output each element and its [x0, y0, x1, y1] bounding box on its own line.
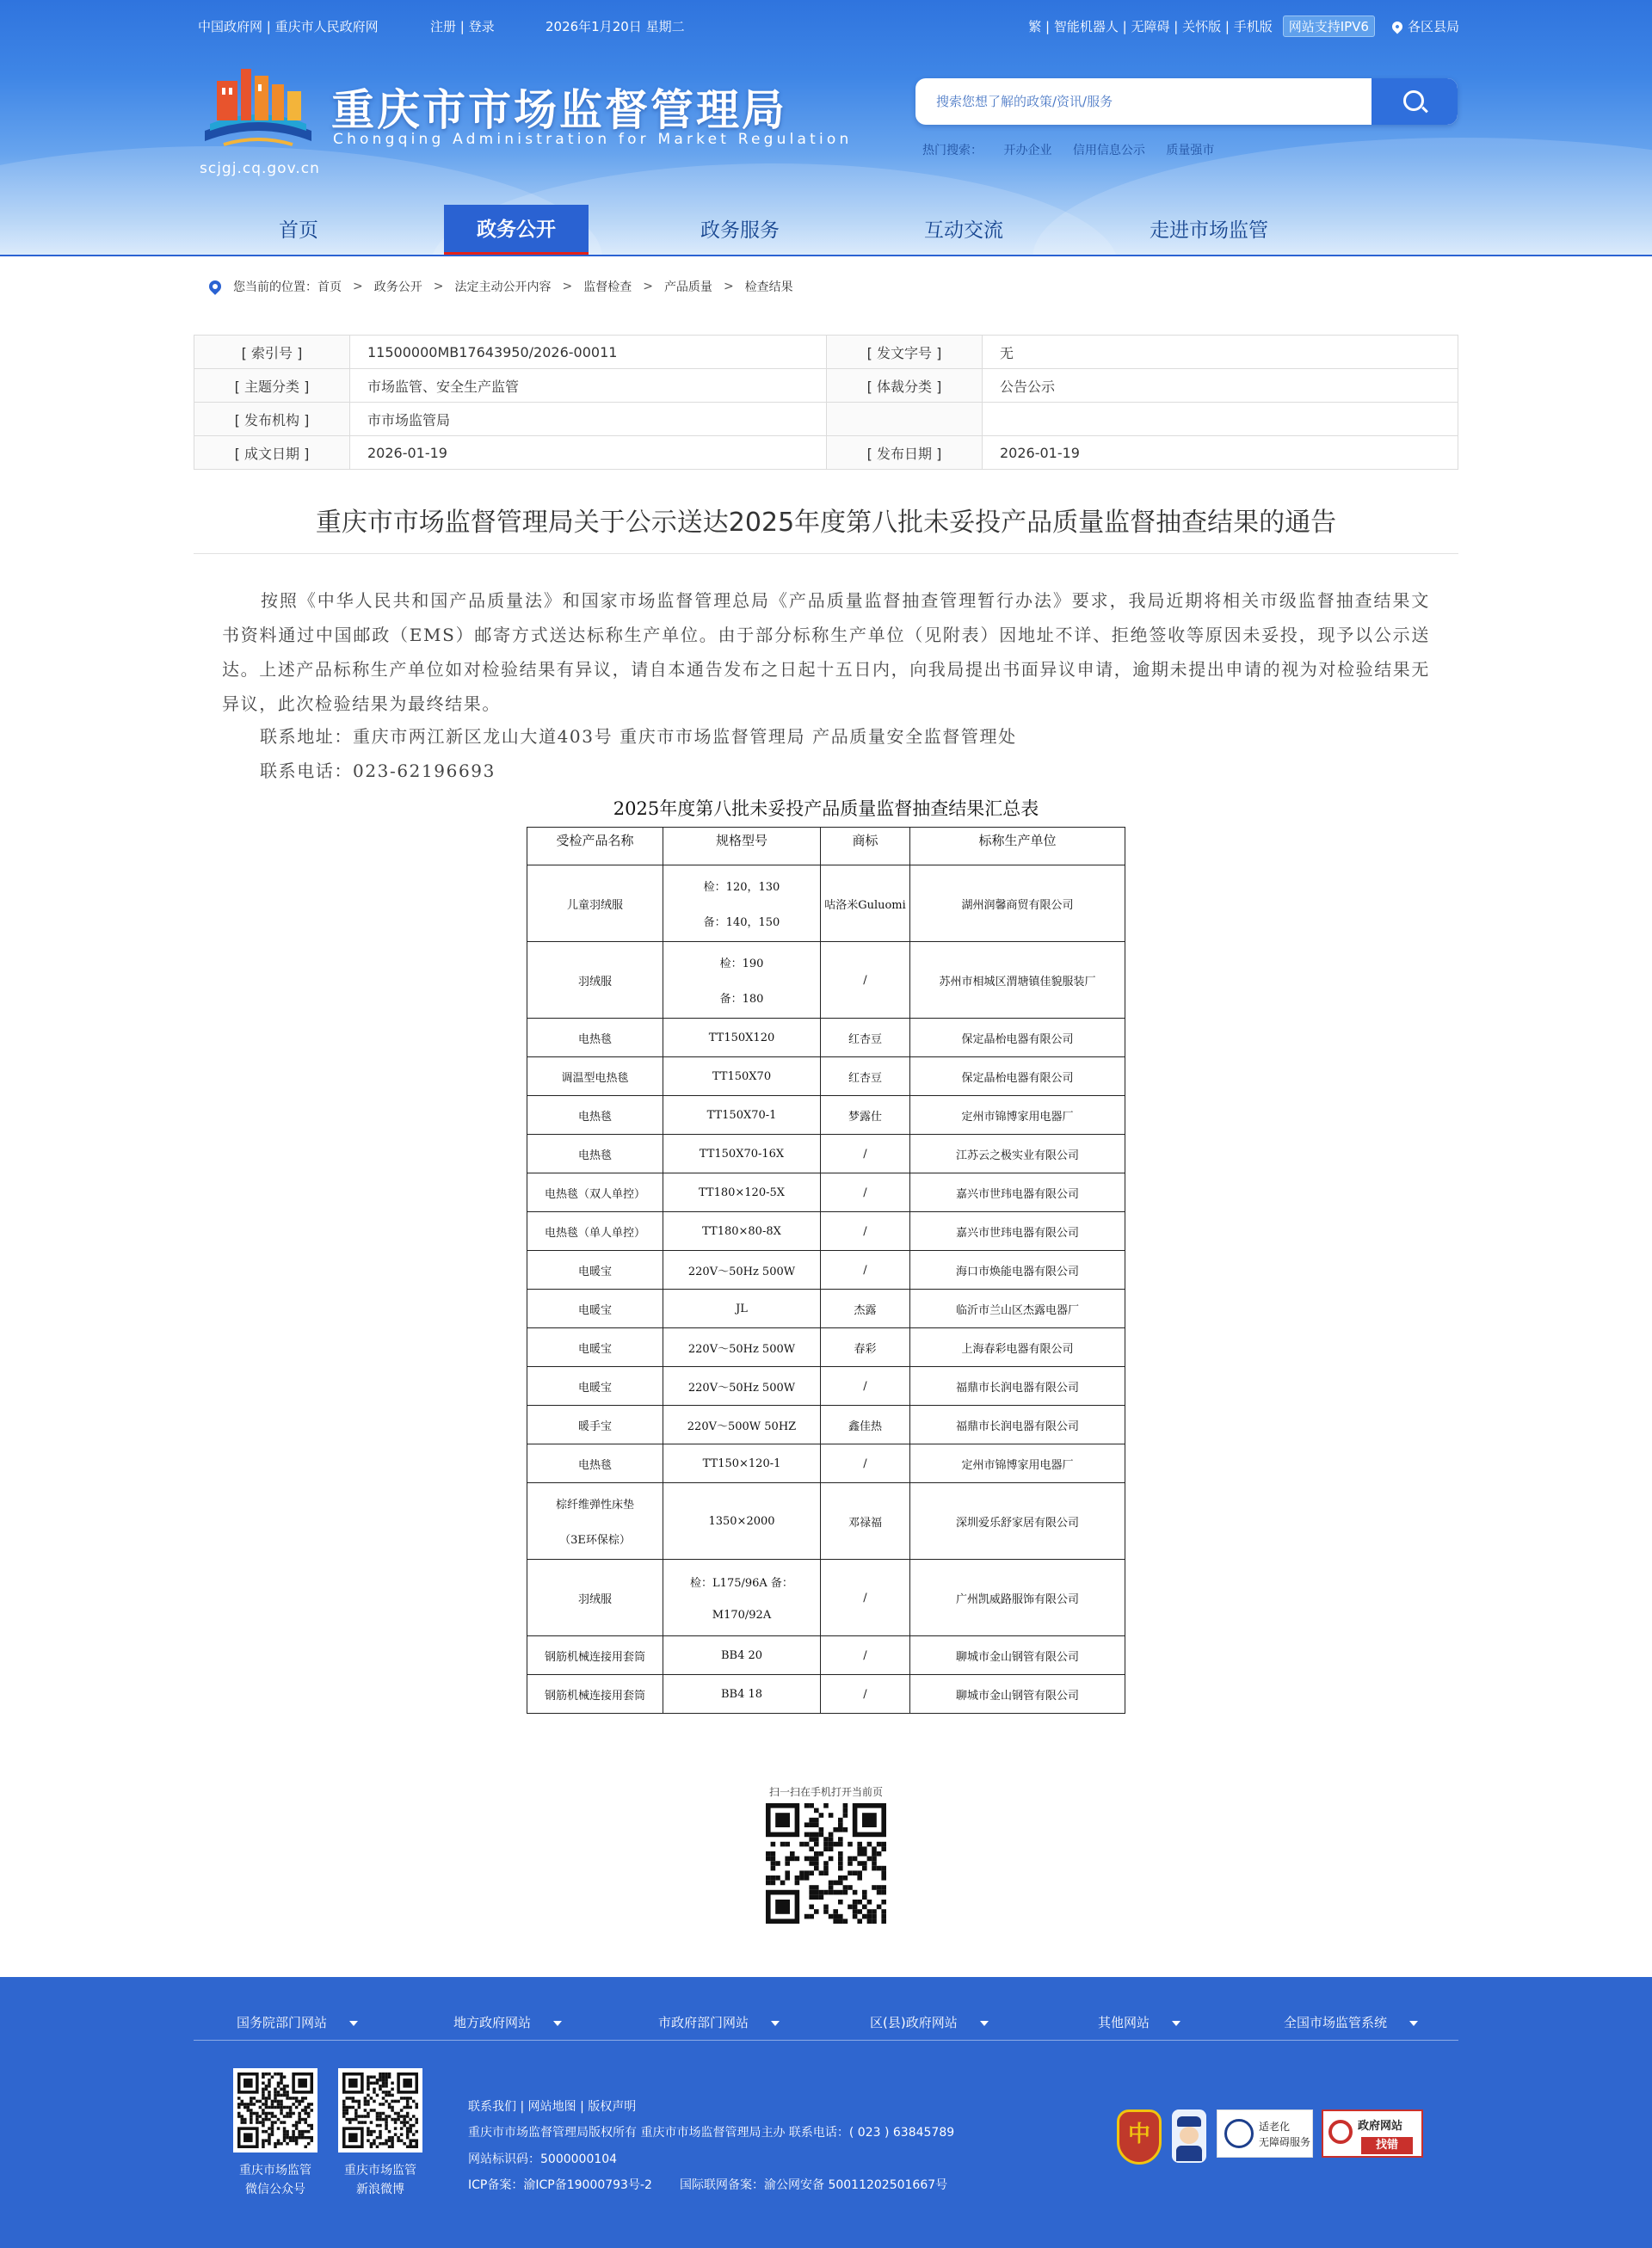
- mobile-link[interactable]: 手机版: [1233, 19, 1273, 34]
- result-cell: TT150X120: [663, 1019, 821, 1057]
- result-cell: 220V～500W 50HZ: [663, 1406, 821, 1444]
- result-cell: 鑫佳热: [821, 1406, 910, 1444]
- register-link[interactable]: 注册: [430, 19, 457, 34]
- result-cell: 棕纤维弹性床垫 （3E环保棕）: [527, 1483, 663, 1560]
- result-row: [527, 1057, 1125, 1096]
- hot-search-label: 热门搜索：: [922, 144, 983, 157]
- result-cell: 红杏豆: [821, 1019, 910, 1057]
- wheelchair-icon: [1224, 2119, 1254, 2148]
- meta-key: [ 发文字号 ]: [827, 336, 983, 369]
- result-row: [527, 1483, 1125, 1560]
- result-cell: TT180×80-8X: [663, 1212, 821, 1251]
- result-cell: 电热毯（双人单控）: [527, 1173, 663, 1212]
- breadcrumb-item[interactable]: 监督检查: [583, 280, 632, 294]
- footer-dropdown-other[interactable]: [1098, 2013, 1180, 2031]
- meta-key-empty: [827, 403, 983, 436]
- footer-copyright: 重庆市市场监督管理局版权所有 重庆市市场监督管理局主办 联系电话：( 023 ) 63845789: [468, 2126, 955, 2140]
- result-row: [527, 1328, 1125, 1367]
- result-cell: 钢筋机械连接用套筒: [527, 1636, 663, 1675]
- result-row: [527, 1290, 1125, 1328]
- footer-dropdown-label: 市政府部门网站: [658, 2015, 749, 2030]
- breadcrumb: 您当前的位置： 首页 > 政务公开 > 法定主动公开内容 > 监督检查 > 产品质量 > 检查结果: [209, 277, 793, 296]
- result-cell: 咕洛米Guluomi: [821, 865, 910, 942]
- result-cell: /: [821, 1135, 910, 1173]
- elderly-mode-link[interactable]: 关怀版: [1182, 19, 1222, 34]
- result-cell: TT150X70-16X: [663, 1135, 821, 1173]
- meta-value: 11500000MB17643950/2026-00011: [350, 336, 827, 369]
- result-row: [527, 1096, 1125, 1135]
- breadcrumb-item[interactable]: 产品质量: [663, 280, 712, 294]
- meta-row: [194, 436, 1458, 470]
- result-cell: 儿童羽绒服: [527, 865, 663, 942]
- meta-key: [ 主题分类 ]: [194, 369, 350, 403]
- nav-item-services[interactable]: 政务服务: [700, 219, 780, 242]
- meta-value: 市市场监管局: [350, 403, 827, 436]
- gov-link-central[interactable]: 中国政府网: [198, 19, 263, 34]
- footer-dropdown-label: 全国市场监管系统: [1284, 2015, 1388, 2030]
- chevron-down-icon: [1172, 2021, 1180, 2026]
- elderly-accessibility-badge[interactable]: [1217, 2109, 1313, 2158]
- result-cell: /: [821, 1173, 910, 1212]
- meta-key: [ 发布机构 ]: [194, 403, 350, 436]
- location-pin-icon: [1390, 19, 1404, 34]
- result-row: [527, 1173, 1125, 1212]
- result-cell: BB4 18: [663, 1675, 821, 1714]
- breadcrumb-item[interactable]: 法定主动公开内容: [454, 280, 552, 294]
- wechat-qr-code-icon: [233, 2068, 317, 2153]
- result-cell: 杰露: [821, 1290, 910, 1328]
- site-english-name: Chongqing Administration for Market Regulation: [333, 131, 853, 148]
- error-badge-line2: 找错: [1361, 2137, 1413, 2154]
- error-badge-line1: 政府网站: [1358, 2120, 1403, 2133]
- site-error-report-badge[interactable]: [1322, 2109, 1423, 2158]
- login-link[interactable]: 登录: [468, 19, 495, 34]
- elderly-badge-line1: 适老化: [1259, 2121, 1291, 2133]
- hot-search-item[interactable]: 信用信息公示: [1072, 144, 1145, 157]
- site-title[interactable]: 重庆市市场监督管理局: [331, 85, 787, 135]
- site-domain: scjgj.cq.gov.cn: [200, 160, 320, 177]
- auth-links: 注册 | 登录: [430, 19, 495, 34]
- result-row: [527, 1367, 1125, 1406]
- footer-divider: [194, 2040, 1458, 2041]
- current-date: 2026年1月20日 星期二: [546, 19, 685, 34]
- result-cell: 广州凯威路服饰有限公司: [910, 1560, 1125, 1636]
- site-header: [0, 0, 1652, 256]
- police-body-shape: [1176, 2146, 1202, 2161]
- tool-links: 繁 | 智能机器人 | 无障碍 | 关怀版 | 手机版 网站支持IPV6 各区县局: [1028, 15, 1459, 37]
- footer-nav-links-text[interactable]: 联系我们 | 网站地图 | 版权声明: [468, 2100, 637, 2114]
- result-cell: /: [821, 1636, 910, 1675]
- result-row: [527, 1251, 1125, 1290]
- top-bar: [198, 15, 1459, 36]
- result-cell: 梦露仕: [821, 1096, 910, 1135]
- result-row: [527, 1675, 1125, 1714]
- result-cell: 上海春彩电器有限公司: [910, 1328, 1125, 1367]
- result-cell: 电热毯: [527, 1019, 663, 1057]
- chevron-down-icon: [1409, 2021, 1418, 2026]
- search-button[interactable]: [1372, 78, 1458, 125]
- result-header-row: [527, 828, 1125, 865]
- result-cell: 电暖宝: [527, 1290, 663, 1328]
- meta-key: [ 体裁分类 ]: [827, 369, 983, 403]
- result-cell: BB4 20: [663, 1636, 821, 1675]
- region-label: 各区县局: [1407, 19, 1459, 34]
- result-cell: 湖州润馨商贸有限公司: [910, 865, 1125, 942]
- result-cell: /: [821, 1675, 910, 1714]
- footer-dropdown-label: 其他网站: [1098, 2015, 1150, 2030]
- search-box: [915, 78, 1458, 125]
- weibo-qr-caption: [329, 2161, 432, 2199]
- result-cell: 保定晶枱电器有限公司: [910, 1019, 1125, 1057]
- party-org-badge-icon[interactable]: [1117, 2109, 1162, 2165]
- chevron-down-icon: [980, 2021, 989, 2026]
- result-cell: /: [821, 1212, 910, 1251]
- result-cell: JL: [663, 1290, 821, 1328]
- result-cell: 邓禄福: [821, 1483, 910, 1560]
- result-cell: 电热毯（单人单控）: [527, 1212, 663, 1251]
- main-nav: [0, 205, 1652, 256]
- meta-value: 市场监管、安全生产监管: [350, 369, 827, 403]
- region-link[interactable]: [1392, 17, 1459, 35]
- hot-search-item[interactable]: 质量强市: [1166, 144, 1215, 157]
- qr-caption: 扫一扫在手机打开当前页: [768, 1786, 883, 1798]
- page-qr-code-icon: [766, 1803, 886, 1924]
- result-cell: 电热毯: [527, 1096, 663, 1135]
- result-cell: 聊城市金山钢管有限公司: [910, 1636, 1125, 1675]
- footer-link-groups: [194, 2013, 1458, 2036]
- result-cell: TT180×120-5X: [663, 1173, 821, 1212]
- nav-item-gov-affairs[interactable]: 政务公开: [444, 205, 589, 256]
- traditional-chinese-link[interactable]: 繁: [1028, 19, 1042, 34]
- result-cell: 嘉兴市世玮电器有限公司: [910, 1212, 1125, 1251]
- result-cell: 福鼎市长润电器有限公司: [910, 1367, 1125, 1406]
- gov-link-cq[interactable]: 重庆市人民政府网: [274, 19, 379, 34]
- result-cell: TT150X70: [663, 1057, 821, 1096]
- result-cell: 检：190 备：180: [663, 942, 821, 1019]
- result-row: [527, 1212, 1125, 1251]
- meta-value: 公告公示: [983, 369, 1458, 403]
- result-cell: 海口市焕能电器有限公司: [910, 1251, 1125, 1290]
- search-input[interactable]: [936, 78, 1418, 125]
- result-row: [527, 1135, 1125, 1173]
- chevron-down-icon: [553, 2021, 562, 2026]
- magnifier-icon: [1328, 2120, 1353, 2144]
- meta-value: 2026-01-19: [350, 436, 827, 470]
- result-cell: 定州市锦博家用电器厂: [910, 1444, 1125, 1483]
- footer-nav-links[interactable]: [468, 2097, 636, 2115]
- meta-key: [ 成文日期 ]: [194, 436, 350, 470]
- hot-search: [922, 141, 1231, 158]
- ipv6-badge: 网站支持IPV6: [1283, 15, 1375, 37]
- result-row: [527, 942, 1125, 1019]
- result-row: [527, 1636, 1125, 1675]
- nav-item-home[interactable]: 首页: [279, 219, 318, 242]
- article-paragraph: 按照《中华人民共和国产品质量法》和国家市场监督管理总局《产品质量监督抽查管理暂行办法》要求，我局近期将相关市级监督抽查结果文书资料通过中国邮政（EMS）邮寄方式送达标称生产单位。由于部分标称生产单位（见附表）因地址不详、拒绝签收等原因未妥投，现予以公示送达。上述产品标称生产单位如对检验结果有异议，请自本通告发布之日起十五日内，向我局提出书面异议申请，逾期未提出申请的视为对检验结果无异议，此次检验结果为最终结果。: [222, 590, 1430, 714]
- police-hat-shape: [1177, 2116, 1201, 2127]
- weibo-qr-code-icon: [338, 2068, 422, 2153]
- result-cell: /: [821, 1367, 910, 1406]
- result-cell: 电暖宝: [527, 1328, 663, 1367]
- footer-dropdown-national[interactable]: [1284, 2013, 1418, 2031]
- result-cell: TT150×120-1: [663, 1444, 821, 1483]
- footer-dropdown-district[interactable]: [870, 2013, 989, 2031]
- result-cell: 暖手宝: [527, 1406, 663, 1444]
- result-cell: 调温型电热毯: [527, 1057, 663, 1096]
- location-pin-icon: [206, 278, 224, 295]
- title-divider: [194, 553, 1458, 554]
- result-cell: 羽绒服: [527, 1560, 663, 1636]
- footer-dropdown-local-gov[interactable]: [453, 2013, 562, 2031]
- police-face-shape: [1180, 2127, 1199, 2144]
- result-row: [527, 1406, 1125, 1444]
- result-header-cell: 规格型号: [663, 828, 821, 865]
- result-cell: /: [821, 1444, 910, 1483]
- result-header-cell: 商标: [821, 828, 910, 865]
- result-cell: 电暖宝: [527, 1251, 663, 1290]
- meta-value: 无: [983, 336, 1458, 369]
- nav-item-interaction[interactable]: 互动交流: [924, 219, 1003, 242]
- search-icon-handle: [1421, 107, 1428, 114]
- result-table: [527, 827, 1125, 1714]
- result-cell: 嘉兴市世玮电器有限公司: [910, 1173, 1125, 1212]
- result-table-body: [527, 865, 1125, 1714]
- result-cell: 电热毯: [527, 1444, 663, 1483]
- result-row: [527, 1019, 1125, 1057]
- result-cell: 220V～50Hz 500W: [663, 1367, 821, 1406]
- result-header-cell: 标称生产单位: [910, 828, 1125, 865]
- result-cell: 电暖宝: [527, 1367, 663, 1406]
- result-cell: 电热毯: [527, 1135, 663, 1173]
- article-body: [222, 583, 1430, 721]
- result-cell: 220V～50Hz 500W: [663, 1251, 821, 1290]
- wechat-qr-caption: [224, 2161, 327, 2199]
- result-header-cell: 受检产品名称: [527, 828, 663, 865]
- result-cell: 220V～50Hz 500W: [663, 1328, 821, 1367]
- breadcrumb-item[interactable]: 检查结果: [744, 280, 793, 294]
- footer-dropdown-state-council[interactable]: [237, 2013, 358, 2031]
- footer-dropdown-label: 国务院部门网站: [237, 2015, 328, 2030]
- result-cell: 江苏云之极实业有限公司: [910, 1135, 1125, 1173]
- result-cell: 定州市锦博家用电器厂: [910, 1096, 1125, 1135]
- result-cell: TT150X70-1: [663, 1096, 821, 1135]
- result-row: [527, 1444, 1125, 1483]
- result-cell: /: [821, 1560, 910, 1636]
- result-table-title: 2025年度第八批未妥投产品质量监督抽查结果汇总表: [613, 798, 1039, 819]
- meta-row: [194, 403, 1458, 436]
- meta-value-empty: [983, 403, 1458, 436]
- contact-phone: 联系电话：023-62196693: [260, 761, 496, 781]
- result-cell: 检：L175/96A 备： M170/92A: [663, 1560, 821, 1636]
- result-cell: 深圳爱乐舒家居有限公司: [910, 1483, 1125, 1560]
- footer-dropdown-label: 区(县)政府网站: [870, 2015, 958, 2030]
- result-cell: /: [821, 942, 910, 1019]
- result-cell: 苏州市相城区渭塘镇佳貌服装厂: [910, 942, 1125, 1019]
- result-cell: 临沂市兰山区杰露电器厂: [910, 1290, 1125, 1328]
- site-logo-icon[interactable]: [198, 62, 318, 158]
- footer-dropdown-label: 地方政府网站: [453, 2015, 532, 2030]
- article-title: 重庆市市场监督管理局关于公示送达2025年度第八批未妥投产品质量监督抽查结果的通告: [315, 508, 1337, 538]
- document-meta-table: [194, 335, 1458, 470]
- footer-icp[interactable]: ICP备案：渝ICP备19000793号-2: [468, 2178, 652, 2192]
- party-org-badge-text: 中: [1127, 2122, 1150, 2147]
- robot-link[interactable]: 智能机器人: [1053, 19, 1119, 34]
- result-cell: 保定晶枱电器有限公司: [910, 1057, 1125, 1096]
- footer-police-record[interactable]: 国际联网备案：渝公网安备 50011202501667号: [680, 2178, 948, 2192]
- result-cell: 福鼎市长润电器有限公司: [910, 1406, 1125, 1444]
- weibo-qr-caption-line: 重庆市场监管 新浪微博: [344, 2164, 416, 2196]
- result-cell: 检：120，130 备：140，150: [663, 865, 821, 942]
- footer-dropdown-city-dept[interactable]: [658, 2013, 780, 2031]
- meta-value: 2026-01-19: [983, 436, 1458, 470]
- result-cell: 钢筋机械连接用套筒: [527, 1675, 663, 1714]
- nav-item-about[interactable]: 走进市场监管: [1150, 219, 1268, 242]
- result-cell: 红杏豆: [821, 1057, 910, 1096]
- meta-row: [194, 336, 1458, 369]
- breadcrumb-item[interactable]: 首页: [317, 280, 342, 294]
- breadcrumb-item[interactable]: 政务公开: [373, 280, 422, 294]
- result-cell: 聊城市金山钢管有限公司: [910, 1675, 1125, 1714]
- footer-site-code: 网站标识码：5000000104: [468, 2153, 618, 2166]
- meta-key: [ 索引号 ]: [194, 336, 350, 369]
- cyber-police-icon[interactable]: [1172, 2109, 1206, 2163]
- chevron-down-icon: [349, 2021, 358, 2026]
- nav-divider: [0, 255, 1652, 256]
- meta-key: [ 发布日期 ]: [827, 436, 983, 470]
- gov-links: 中国政府网 | 重庆市人民政府网: [198, 19, 379, 34]
- result-row: [527, 1560, 1125, 1636]
- accessibility-link[interactable]: 无障碍: [1131, 19, 1170, 34]
- meta-row: [194, 369, 1458, 403]
- result-cell: 1350×2000: [663, 1483, 821, 1560]
- result-cell: 春彩: [821, 1328, 910, 1367]
- result-cell: /: [821, 1251, 910, 1290]
- wechat-qr-caption-line: 重庆市场监管 微信公众号: [239, 2164, 311, 2196]
- contact-address: 联系地址：重庆市两江新区龙山大道403号 重庆市市场监督管理局 产品质量安全监督管理处: [260, 726, 1017, 747]
- elderly-badge-line2: 无障碍服务: [1259, 2136, 1311, 2148]
- chevron-down-icon: [771, 2021, 780, 2026]
- result-row: [527, 865, 1125, 942]
- result-cell: 羽绒服: [527, 942, 663, 1019]
- breadcrumb-label: 您当前的位置：: [233, 280, 317, 294]
- hot-search-item[interactable]: 开办企业: [1003, 144, 1052, 157]
